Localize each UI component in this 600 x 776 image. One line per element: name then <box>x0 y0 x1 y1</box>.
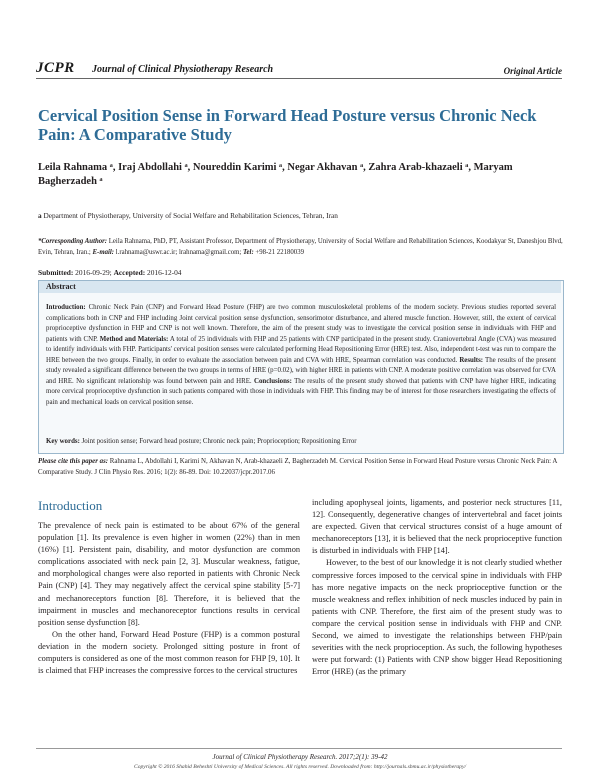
accepted-label: Accepted: <box>113 268 146 277</box>
introduction-heading: Introduction <box>38 498 103 513</box>
email-label: E-mail: <box>92 249 115 256</box>
footer-copyright: Copyright © 2016 Shahid Beheshti University of Medical Sciences. All rights reserved. Downloaded from: http://journals.sbmu.ac.ir/physiotherapy/ <box>133 764 466 770</box>
affiliation-text: Department of Physiotherapy, University of Social Welfare and Rehabilitation Sciences, Tehran, Iran <box>41 211 338 220</box>
paper-title: Cervical Position Sense in Forward Head Posture versus Chronic Neck Pain: A Comparative Study <box>38 106 537 144</box>
intro-paragraph-2: On the other hand, Forward Head Posture (FHP) is a common postural deviation in the modern society. Prolonged sitting posture in front of computers is considered as one of the most common reason for FHP [9, 10]. It is claimed that FHP increases the compressive forces to the cervical structures <box>38 629 300 676</box>
keywords <box>46 438 556 445</box>
affiliation <box>38 211 558 220</box>
intro-paragraph-4: However, to the best of our knowledge it is not clearly studied whether compressive forces imposed to the cervical spine in individuals with FHP has more negative impacts on the neck proprioceptive function or the muscle weakness and reflex inhibition of neck muscles induced by pain in patients with CNP. Therefore, the first aim of the present study was to compare the cervical position sense in individuals with FHP and CNP. Second, we aimed to investigate the relationships between FHP/pain severities with the neck proprioception. As such, the following hypotheses were put forward: (1) Patients with CNP show bigger Head Repositioning Error (HRE) (as the primary <box>312 558 562 677</box>
citation-text: Rahnama L, Abdollahi I, Karimi N, Akhavan N, Arab-khazaeli Z, Bagherzadeh M. Cervical Position Sense in Forward Head Posture versus Chronic Neck Pain: A Comparative Study. J Clin Physio Res. 2016; 1(2): 86-89. Doi: 10.22037/jcpr.2017.06 <box>38 458 557 476</box>
abstract-header-bar <box>39 281 561 293</box>
tel-text: +98-21 22180039 <box>253 249 304 256</box>
journal-logo: JCPR <box>36 60 75 76</box>
submission-dates <box>38 268 182 277</box>
journal-name: Journal of Clinical Physiotherapy Research <box>92 64 274 75</box>
abstract-intro: Chronic Neck Pain (CNP) and Forward Head Posture (FHP) are two common musculoskeletal problems of the modern society. Previous studies reported several complications both in CNP and FHP including Joint cervical position sense dysfunction, sensorimotor disturbance, and altered muscle function. However, still, the extent of cervical proprioceptive dysfunction in FHP and CNP is not well known. Therefore, the aim of the present study was to investigate the cervical position sense in individuals with FHP and patients with CNP. <box>46 304 556 343</box>
column-left <box>38 520 300 677</box>
corresponding-text: Leila Rahnama, PhD, PT, Assistant Professor, Department of Physiotherapy, University of Social Welfare and Rehabilitation Sciences, Koodakyar St, Daneshjou Blvd, Evin, Tehran, Iran.; <box>38 238 563 256</box>
abstract-conclusions: The results of the present study showed that patients with CNP have higher HRE, indicating more cervical proprioceptive dysfunction in such patients compared with those in individuals with FHP. This finding may be of interest for those researchers investigating the effects of pain and mechanical loads on cervical position sense. <box>46 377 556 406</box>
submitted-date: 2016-09-29; <box>73 268 114 277</box>
footer-journal-line: Journal of Clinical Physiotherapy Research. 2017;2(1): 39-42 <box>212 753 388 761</box>
column-right <box>312 497 562 678</box>
abstract-methods-label: Method and Materials: <box>99 335 169 343</box>
keywords-text: Joint position sense; Forward head posture; Chronic neck pain; Proprioception; Repositioning Error <box>79 438 357 445</box>
email-text: l.rahnama@uswr.ac.ir; lrahnama@gmail.com; <box>114 249 244 256</box>
tel-label: Tel: <box>243 249 254 256</box>
header-rule <box>36 78 562 79</box>
author-list: Leila Rahnama ᵃ, Iraj Abdollahi ᵃ, Noureddin Karimi ᵃ, Negar Akhavan ᵃ, Zahra Arab-khazaeli ᵃ, Maryam Bagherzadeh ᵃ <box>38 162 513 187</box>
accepted-date: 2016-12-04 <box>145 268 182 277</box>
abstract-intro-label: Introduction: <box>46 304 86 311</box>
intro-paragraph-1: The prevalence of neck pain is estimated to be about 67% of the general population [1]. Its prevalence is even higher in women (22%) than in men (16%) [1]. Persistent pain, disability, and motor dysfunction are common complications associated with neck pain [2, 3]. Muscular weakness, fatigue, and morphological changes were also reported in patients with Chronic Neck Pain (CNP) [4]. They may negatively affect the cervical spine stability [5-7] and mechanoreceptors function [8]. Therefore, it is believed that the impairment in muscles and mechanoreceptor functions results in cervical position sense dysfunction [8]. <box>38 521 300 627</box>
affiliation-mark: a <box>38 211 42 220</box>
article-type: Original Article <box>503 66 562 76</box>
keywords-label: Key words: <box>46 438 80 445</box>
abstract-text <box>46 303 556 408</box>
abstract-conclusions-label: Conclusions: <box>253 377 292 385</box>
intro-paragraph-3: including apophyseal joints, ligaments, and posterior neck structures [11, 12]. Consequently, degenerative changes of intervertebral and facet joints are expected. Given that cervical structures consist of a huge amount of mechanoreceptors [13], it is believed that the neck proprioceptive function is disturbed in individuals with FHP [14]. <box>312 498 562 556</box>
footer-rule <box>36 748 562 749</box>
corresponding-author <box>38 236 564 258</box>
submitted-label: Submitted: <box>38 268 74 277</box>
abstract-methods: A total of 25 individuals with FHP and 25 patients with CNP participated in the present study. Craniovertebral Angle (CVA) was measured to identify individuals with FHP. Participants' cervical position senses were calculated performing Head Repositioning Error (HRE) test. Also, independent t-test was run to compare the HRE between the two groups. Finally, in order to evaluate the association between pain and CVA with HRE, Spearman correlation was conducted. <box>46 335 556 364</box>
abstract-results: The results of the present study revealed a significant difference between the two groups in terms of HRE (p=0.02), with higher HRE in patients with CNP. A moderate positive correlation was observed for CVA and HRE. No significant relationship was found between pain and HRE. <box>46 356 557 385</box>
citation-label: Please cite this paper as: <box>38 458 109 465</box>
corresponding-label: *Corresponding Author: <box>38 238 108 245</box>
abstract-heading: Abstract <box>46 282 76 291</box>
citation <box>38 456 564 478</box>
abstract-results-label: Results: <box>459 356 484 364</box>
